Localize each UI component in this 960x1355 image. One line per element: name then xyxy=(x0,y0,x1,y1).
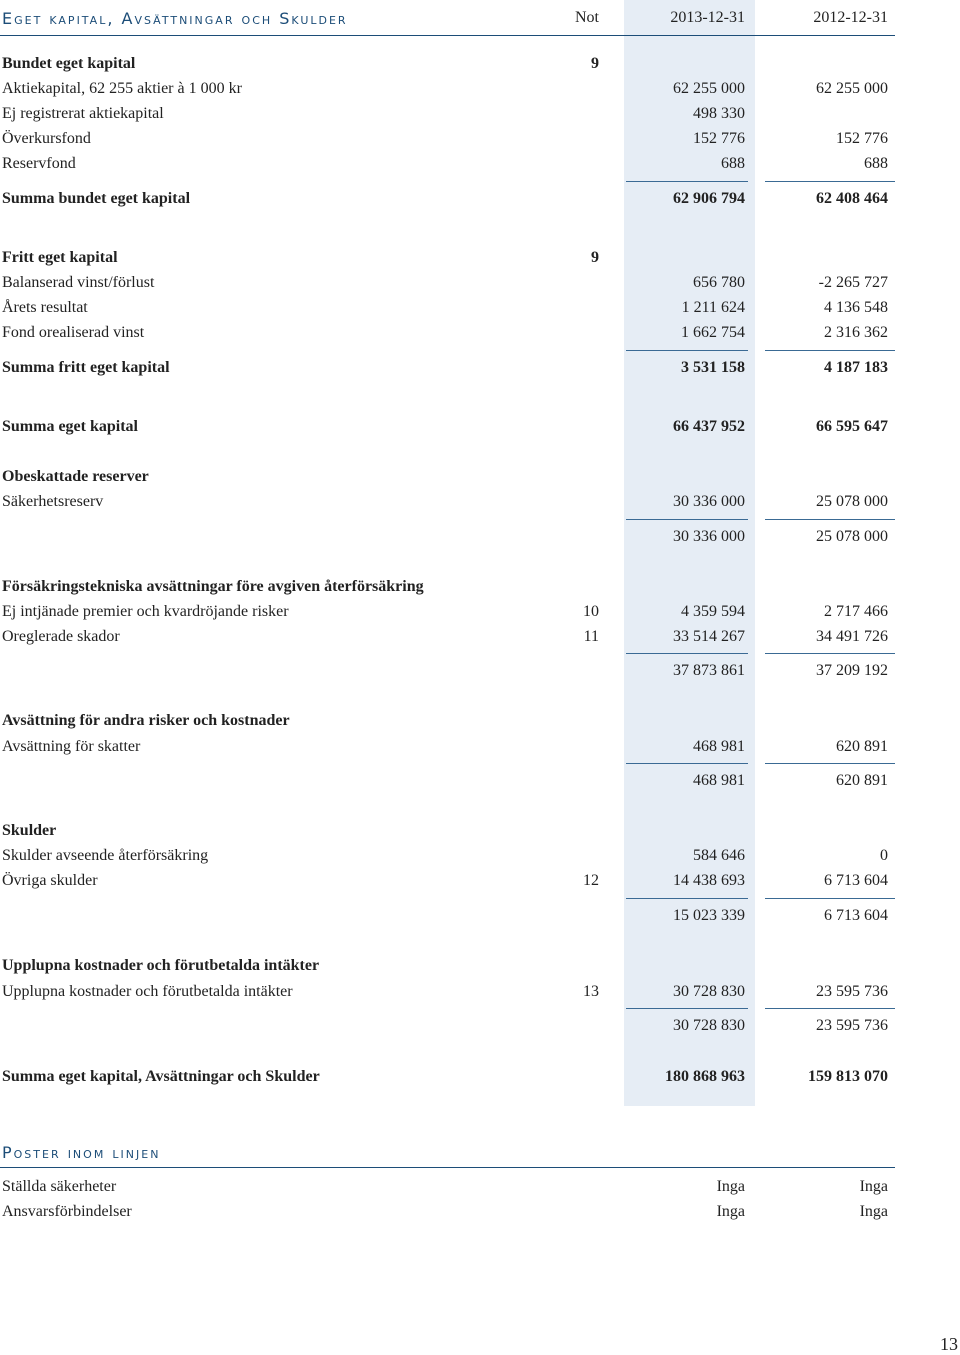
row-value-2012: 66 595 647 xyxy=(816,418,888,435)
row-value-2012: 620 891 xyxy=(836,738,888,755)
subtotal-rule xyxy=(765,519,895,520)
row-label: Balanserad vinst/förlust xyxy=(2,274,155,291)
row-label: Summa bundet eget kapital xyxy=(2,190,191,207)
row-label: Avsättning för skatter xyxy=(2,738,141,755)
off-balance-rule xyxy=(0,1167,895,1168)
row-value-2013: 180 868 963 xyxy=(665,1068,745,1085)
balance-sheet-title: Eget kapital, Avsättningar och Skulder xyxy=(2,9,348,28)
row-note: 10 xyxy=(583,603,599,620)
row-value-2013: 33 514 267 xyxy=(673,628,745,645)
row-value-2012: 23 595 736 xyxy=(816,983,888,1000)
row-value-2013: Inga xyxy=(716,1203,745,1220)
row-value-2013: Inga xyxy=(716,1178,745,1195)
row-label: Summa eget kapital xyxy=(2,418,138,435)
row-label: Obeskattade reserver xyxy=(2,468,149,485)
table-row xyxy=(0,78,960,100)
row-label: Ej intjänade premier och kvardröjande risker xyxy=(2,603,289,620)
table-row xyxy=(0,1176,960,1198)
row-label: Avsättning för andra risker och kostnader xyxy=(2,712,290,729)
row-label: Summa fritt eget kapital xyxy=(2,359,170,376)
row-value-2013: 66 437 952 xyxy=(673,418,745,435)
subtotal-rule xyxy=(765,653,895,654)
row-label: Upplupna kostnader och förutbetalda intäkter xyxy=(2,983,293,1000)
row-value-2012: Inga xyxy=(859,1178,888,1195)
row-value-2012: 620 891 xyxy=(836,772,888,789)
table-row xyxy=(0,153,960,175)
row-value-2012: 159 813 070 xyxy=(808,1068,888,1085)
table-row xyxy=(0,601,960,623)
row-value-2013: 14 438 693 xyxy=(673,872,745,889)
row-value-2012: 25 078 000 xyxy=(816,493,888,510)
row-label: Fritt eget kapital xyxy=(2,249,118,266)
subtotal-rule xyxy=(626,653,748,654)
table-row xyxy=(0,188,960,210)
row-label: Skulder xyxy=(2,822,57,839)
row-value-2013: 15 023 339 xyxy=(673,907,745,924)
table-row xyxy=(0,322,960,344)
off-balance-title: Poster inom linjen xyxy=(2,1143,161,1162)
subtotal-rule xyxy=(765,1008,895,1009)
row-label: Övriga skulder xyxy=(2,872,98,889)
subtotal-rule xyxy=(765,898,895,899)
row-value-2012: 2 316 362 xyxy=(824,324,888,341)
table-row xyxy=(0,526,960,548)
row-value-2013: 30 336 000 xyxy=(673,528,745,545)
row-value-2012: 62 255 000 xyxy=(816,80,888,97)
table-row xyxy=(0,272,960,294)
table-row xyxy=(0,357,960,379)
row-value-2013: 468 981 xyxy=(693,738,745,755)
row-value-2013: 37 873 861 xyxy=(673,662,745,679)
row-value-2012: 25 078 000 xyxy=(816,528,888,545)
row-label: Skulder avseende återförsäkring xyxy=(2,847,209,864)
table-row xyxy=(0,247,960,269)
table-row xyxy=(0,576,960,598)
row-value-2013: 4 359 594 xyxy=(681,603,745,620)
row-note: 11 xyxy=(583,628,599,645)
header-rule xyxy=(0,35,895,36)
table-row xyxy=(0,491,960,513)
date2-column-header: 2012-12-31 xyxy=(813,9,888,26)
table-row xyxy=(0,103,960,125)
row-value-2013: 30 728 830 xyxy=(673,1017,745,1034)
row-value-2013: 468 981 xyxy=(693,772,745,789)
table-row xyxy=(0,870,960,892)
table-row xyxy=(0,955,960,977)
table-row xyxy=(0,820,960,842)
table-row xyxy=(0,710,960,732)
row-value-2013: 498 330 xyxy=(693,105,745,122)
row-value-2013: 584 646 xyxy=(693,847,745,864)
row-value-2012: 62 408 464 xyxy=(816,190,888,207)
row-label: Säkerhetsreserv xyxy=(2,493,104,510)
table-row xyxy=(0,981,960,1003)
table-row xyxy=(0,1066,960,1088)
row-label: Årets resultat xyxy=(2,299,88,316)
row-value-2012: -2 265 727 xyxy=(818,274,888,291)
row-value-2013: 656 780 xyxy=(693,274,745,291)
note-column-header: Not xyxy=(575,9,599,26)
table-row xyxy=(0,736,960,758)
row-value-2013: 3 531 158 xyxy=(681,359,745,376)
row-value-2012: 4 136 548 xyxy=(824,299,888,316)
row-value-2012: 6 713 604 xyxy=(824,872,888,889)
row-note: 9 xyxy=(591,249,599,266)
row-note: 13 xyxy=(583,983,599,1000)
row-value-2012: 688 xyxy=(864,155,888,172)
row-label: Ansvarsförbindelser xyxy=(2,1203,132,1220)
table-row xyxy=(0,466,960,488)
row-note: 12 xyxy=(583,872,599,889)
row-value-2012: 6 713 604 xyxy=(824,907,888,924)
row-label: Försäkringstekniska avsättningar före avgiven återförsäkring xyxy=(2,578,424,595)
row-label: Bundet eget kapital xyxy=(2,55,136,72)
row-value-2012: Inga xyxy=(859,1203,888,1220)
table-row xyxy=(0,128,960,150)
row-value-2013: 62 906 794 xyxy=(673,190,745,207)
row-value-2012: 37 209 192 xyxy=(816,662,888,679)
subtotal-rule xyxy=(765,763,895,764)
table-row xyxy=(0,845,960,867)
row-value-2013: 152 776 xyxy=(693,130,745,147)
row-value-2013: 30 728 830 xyxy=(673,983,745,1000)
table-row xyxy=(0,1015,960,1037)
row-value-2012: 34 491 726 xyxy=(816,628,888,645)
subtotal-rule xyxy=(626,350,748,351)
row-value-2013: 1 662 754 xyxy=(681,324,745,341)
subtotal-rule xyxy=(626,1008,748,1009)
page-number: 13 xyxy=(940,1334,958,1354)
row-value-2012: 0 xyxy=(880,847,888,864)
row-label: Oreglerade skador xyxy=(2,628,120,645)
table-row xyxy=(0,660,960,682)
row-label: Ej registrerat aktiekapital xyxy=(2,105,164,122)
row-label: Fond orealiserad vinst xyxy=(2,324,145,341)
table-row xyxy=(0,770,960,792)
table-row xyxy=(0,626,960,648)
row-value-2013: 688 xyxy=(721,155,745,172)
subtotal-rule xyxy=(626,898,748,899)
row-value-2012: 152 776 xyxy=(836,130,888,147)
date1-column-header: 2013-12-31 xyxy=(670,9,745,26)
row-value-2013: 1 211 624 xyxy=(681,299,745,316)
row-label: Ställda säkerheter xyxy=(2,1178,117,1195)
table-row xyxy=(0,905,960,927)
subtotal-rule xyxy=(765,350,895,351)
subtotal-rule xyxy=(626,181,748,182)
row-value-2013: 62 255 000 xyxy=(673,80,745,97)
subtotal-rule xyxy=(626,763,748,764)
row-label: Reservfond xyxy=(2,155,76,172)
row-note: 9 xyxy=(591,55,599,72)
row-value-2012: 23 595 736 xyxy=(816,1017,888,1034)
row-value-2012: 4 187 183 xyxy=(824,359,888,376)
row-value-2013: 30 336 000 xyxy=(673,493,745,510)
subtotal-rule xyxy=(626,519,748,520)
row-value-2012: 2 717 466 xyxy=(824,603,888,620)
table-row xyxy=(0,416,960,438)
table-row xyxy=(0,297,960,319)
subtotal-rule xyxy=(765,181,895,182)
row-label: Summa eget kapital, Avsättningar och Skulder xyxy=(2,1068,320,1085)
table-row xyxy=(0,53,960,75)
row-label: Upplupna kostnader och förutbetalda intäkter xyxy=(2,957,320,974)
table-row xyxy=(0,1201,960,1223)
row-label: Överkursfond xyxy=(2,130,91,147)
row-label: Aktiekapital, 62 255 aktier à 1 000 kr xyxy=(2,80,242,97)
